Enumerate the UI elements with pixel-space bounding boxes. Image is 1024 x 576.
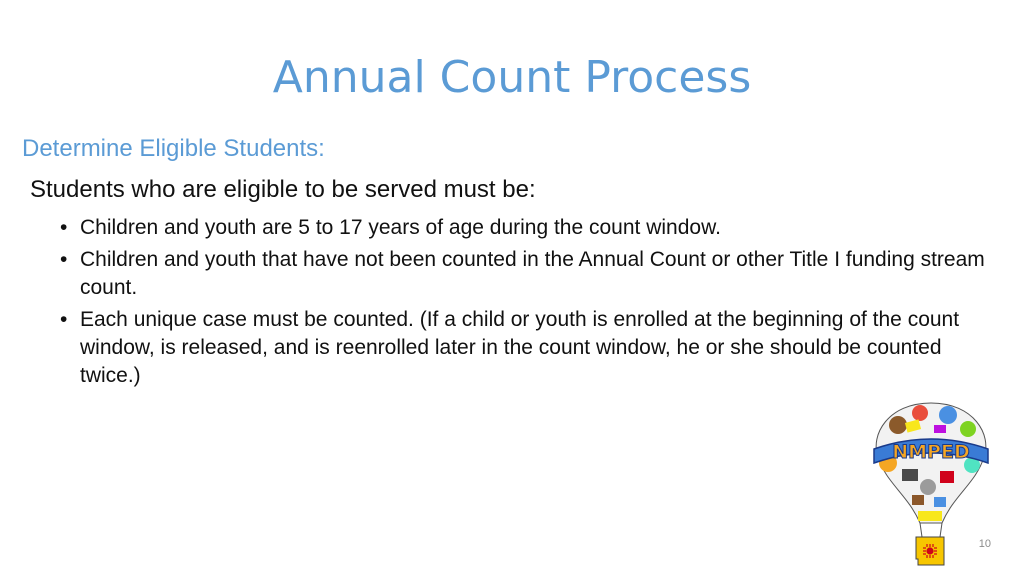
bullet-list <box>56 214 1001 394</box>
bullet-item <box>56 246 1001 302</box>
lead-text: Students who are eligible to be served must be: <box>30 176 536 203</box>
page-number: 10 <box>978 538 991 550</box>
bullet-item <box>56 214 1001 242</box>
bullet-dot-icon: • <box>60 216 68 239</box>
bullet-text: Children and youth that have not been counted in the Annual Count or other Title I funding stream count. <box>80 248 985 299</box>
bullet-item <box>56 306 1001 390</box>
bullet-dot-icon: • <box>60 308 68 331</box>
bullet-dot-icon: • <box>60 248 68 271</box>
nmped-logo-icon <box>868 395 994 567</box>
slide-subtitle: Determine Eligible Students: <box>22 135 325 162</box>
bullet-text: Children and youth are 5 to 17 years of age during the count window. <box>80 216 721 239</box>
slide-title: Annual Count Process <box>272 52 752 103</box>
bullet-text: Each unique case must be counted. (If a child or youth is enrolled at the beginning of the count window, is released, and is reenrolled later in the count window, he or she should be counted twice.) <box>80 308 960 387</box>
logo-text: NMPED <box>892 441 970 463</box>
